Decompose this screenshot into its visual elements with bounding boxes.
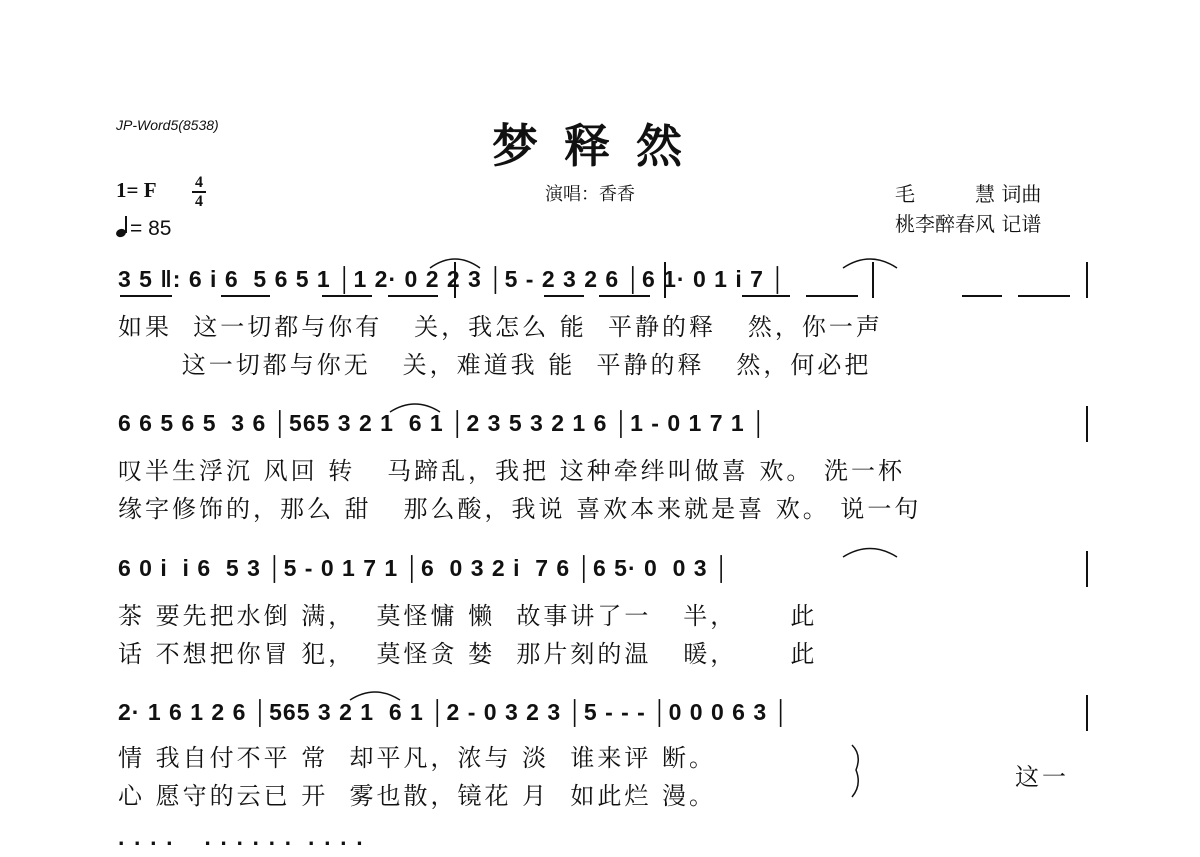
brace-mark <box>852 745 858 797</box>
key-signature: 1= F <box>116 178 157 202</box>
lyrics-line-1-verse-1: 如果 这一切都与你有 关，我怎么 能 平静的释 然，你一声 <box>118 313 883 341</box>
lyrics-line-2-verse-2: 缘字修饰的，那么 甜 那么酸，我说 喜欢本来就是喜 欢。 说一句 <box>118 495 922 523</box>
lyrics-line-4-verse-2: 心 愿守的云已 开 雾也散，镜花 月 如此烂 漫。 <box>118 782 717 810</box>
time-signature-bottom: 4 <box>195 193 203 210</box>
credit-transcriber: 桃李醉春风 记谱 <box>895 212 1042 236</box>
software-label: JP-Word5(8538) <box>116 117 219 133</box>
song-title: 梦释然 <box>492 119 708 173</box>
lyrics-line-4-verse-1: 情 我自付不平 常 却平凡，浓与 淡 谁来评 断。 <box>118 744 717 772</box>
notation-line-3: 6 0 i i 6 5 3 │5 - 0 1 7 1 │6 0 3 2 i 7 6 │6 5· 0 0 3 │ <box>118 555 731 581</box>
notation-line-2: 6 6 5 6 5 3 6 │565 3 2 1 6 1 │2 3 5 3 2 1 6 │1 - 0 1 7 1 │ <box>118 410 768 436</box>
lyrics-line-2-verse-1: 叹半生浮沉 风回 转 马蹄乱，我把 这种牵绊叫做喜 欢。 洗一杯 <box>118 457 906 485</box>
notation-line-4: 2· 1 6 1 2 6 │565 3 2 1 6 1 │2 - 0 3 2 3 │5 - - - │0 0 0 6 3 │ <box>118 699 790 725</box>
notation-line-1: 3 5 ‖: 6 i 6 5 6 5 1 │1 2· 0 2 2 3 │5 - 2 3 2 6 │6 1· 0 1 i 7 │ <box>118 266 787 292</box>
credit-composer: 毛 慧 词曲 <box>895 182 1042 206</box>
tempo-value: = 85 <box>130 217 172 240</box>
time-signature-top: 4 <box>195 174 203 191</box>
singer-label: 演唱：香香 <box>545 184 635 205</box>
lyrics-line-3-verse-1: 茶 要先把水倒 满， 莫怪慵 懒 故事讲了一 半， 此 <box>118 602 818 630</box>
lyrics-line-1-verse-2: 这一切都与你无 关，难道我 能 平静的释 然，何必把 <box>118 351 872 379</box>
lyrics-line-3-verse-2: 话 不想把你冒 犯， 莫怪贪 婪 那片刻的温 暖， 此 <box>118 640 818 668</box>
slur-marks <box>350 259 897 700</box>
next-line-lyric: 这一 <box>1015 763 1069 791</box>
notation-line-5-cut: · · · · · · · · · · · · · · <box>118 830 365 856</box>
barlines <box>455 262 1087 731</box>
